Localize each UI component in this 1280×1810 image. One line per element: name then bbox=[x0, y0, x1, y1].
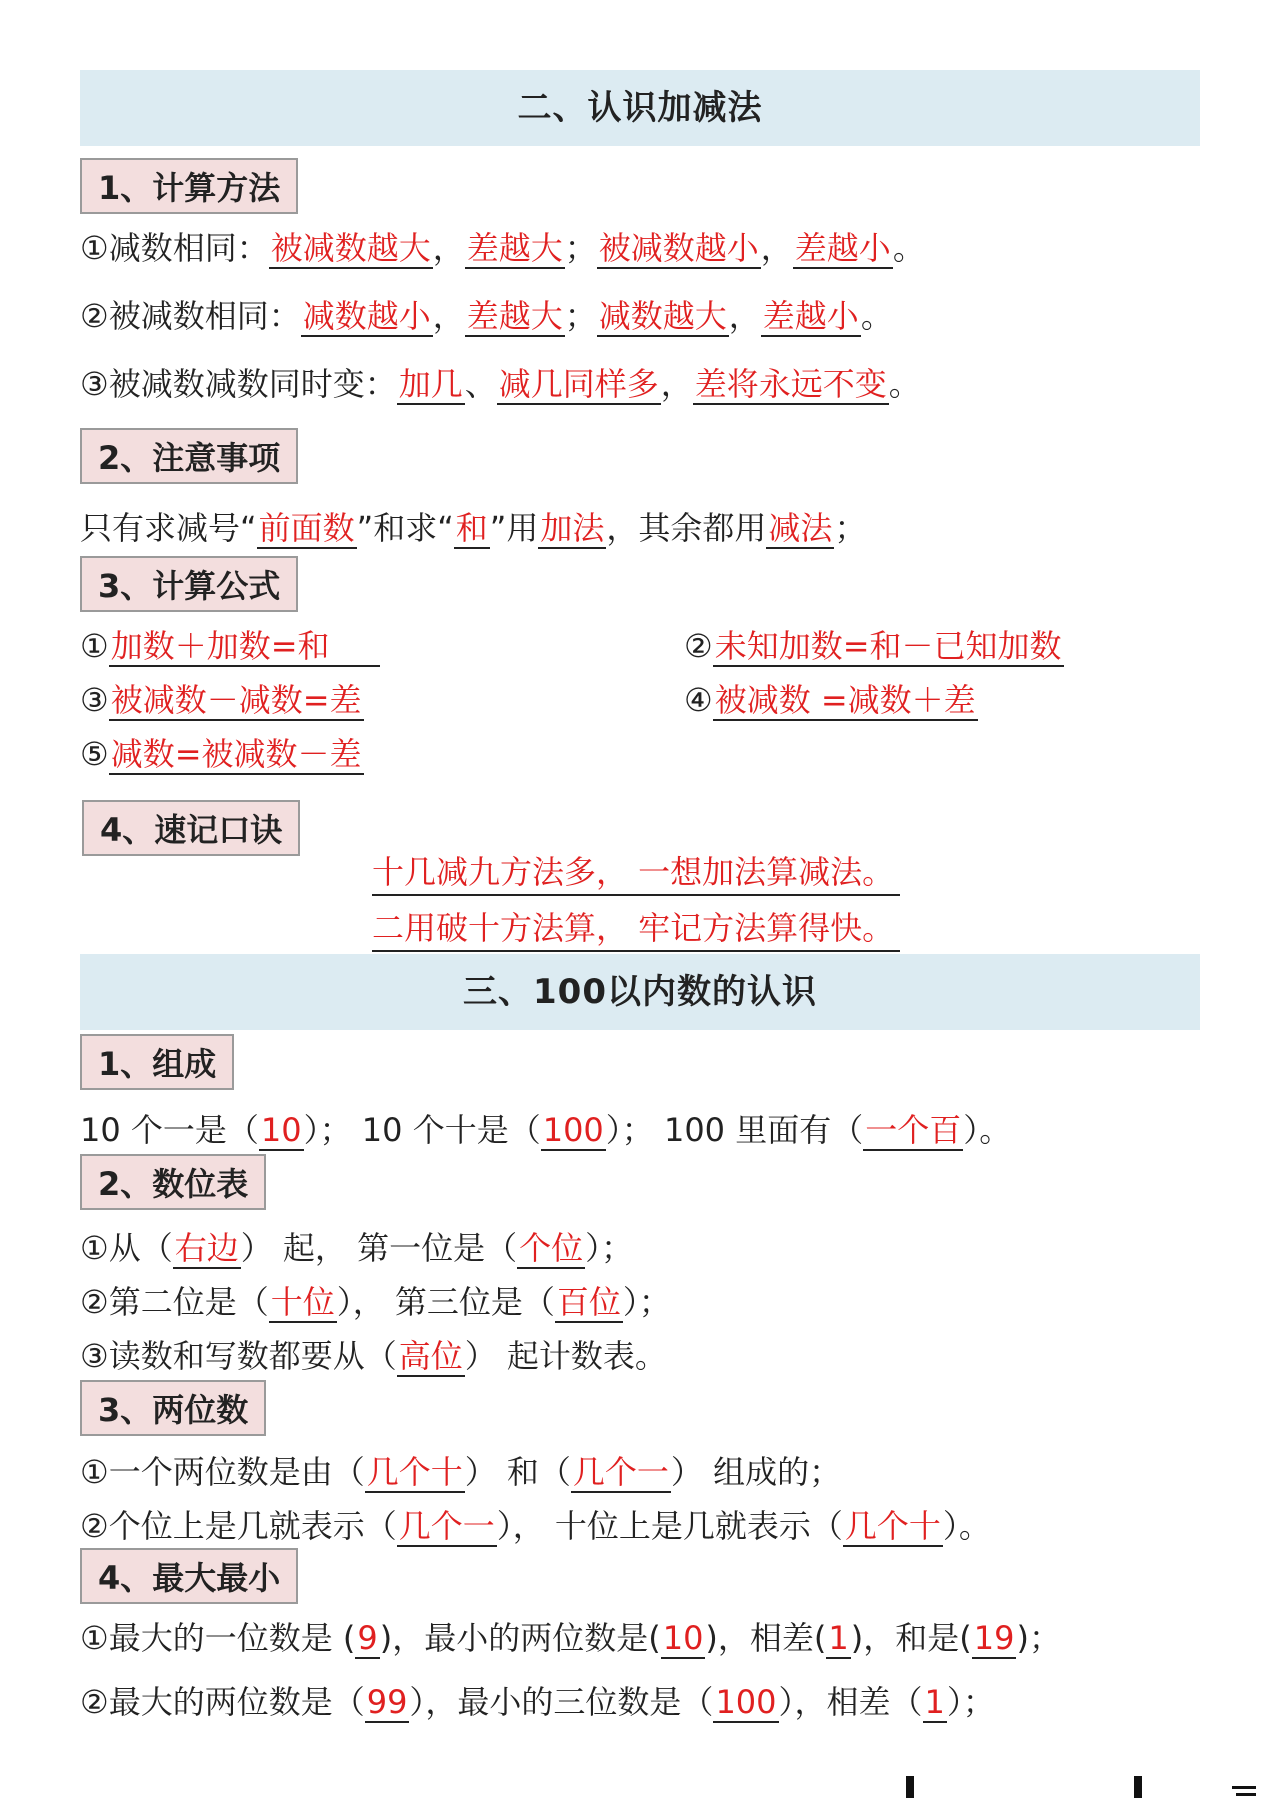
text: ”和求“ bbox=[356, 509, 454, 547]
text: ）； bbox=[622, 1283, 671, 1321]
answer: 未知加数=和－已知加数 bbox=[714, 627, 1062, 665]
answer: 10 bbox=[662, 1619, 704, 1657]
text: ） 和（ bbox=[464, 1453, 571, 1491]
place-value-line-1 bbox=[80, 1226, 633, 1270]
answer: 10 bbox=[260, 1111, 302, 1149]
heading-formulas: 3、计算公式 bbox=[80, 556, 298, 612]
text: 、 bbox=[464, 365, 497, 403]
text: ）； 10 个十是（ bbox=[303, 1111, 541, 1149]
text: ②被减数相同： bbox=[80, 297, 301, 335]
answer: 几个十 bbox=[844, 1507, 941, 1545]
place-value-line-2 bbox=[80, 1280, 671, 1324]
text: ， bbox=[728, 297, 761, 335]
answer: 1 bbox=[828, 1619, 849, 1657]
answer: 减数越大 bbox=[598, 297, 727, 335]
answer: 个位 bbox=[519, 1229, 584, 1267]
heading-mnemonic: 4、速记口诀 bbox=[82, 800, 300, 856]
answer: 减数越小 bbox=[302, 297, 431, 335]
answer: 右边 bbox=[174, 1229, 239, 1267]
answer: 十位 bbox=[270, 1283, 335, 1321]
formula-4 bbox=[684, 678, 978, 722]
answer: 减几同样多 bbox=[498, 365, 659, 403]
text: ③ bbox=[80, 681, 109, 719]
answer: 被减数－减数=差 bbox=[110, 681, 362, 719]
note-line bbox=[80, 506, 866, 550]
answer: 加几 bbox=[398, 365, 463, 403]
text: ②个位上是几就表示（ bbox=[80, 1507, 397, 1545]
heading-two-digit-numbers: 3、两位数 bbox=[80, 1380, 266, 1436]
answer: 几个十 bbox=[366, 1453, 463, 1491]
two-digit-line-2 bbox=[80, 1504, 991, 1548]
answer: 差越小 bbox=[794, 229, 891, 267]
method-line-2 bbox=[80, 294, 893, 338]
text: ，其余都用 bbox=[606, 509, 767, 547]
text: ） 起， 第一位是（ bbox=[240, 1229, 518, 1267]
answer: 差将永远不变 bbox=[694, 365, 887, 403]
section-title-numbers-within-100: 三、100以内数的认识 bbox=[80, 954, 1200, 1030]
formula-1 bbox=[80, 624, 380, 668]
text: ③被减数减数同时变： bbox=[80, 365, 397, 403]
mnemonic-line-1: 十几减九方法多， 一想加法算减法。 bbox=[372, 850, 900, 896]
text: )，最小的两位数是( bbox=[379, 1619, 661, 1657]
text: ）； bbox=[585, 1229, 634, 1267]
text: )，相差( bbox=[705, 1619, 827, 1657]
answer: 减法 bbox=[768, 509, 833, 547]
answer: 前面数 bbox=[258, 509, 355, 547]
text: ① bbox=[80, 627, 109, 665]
answer: 99 bbox=[366, 1683, 408, 1721]
text: ③读数和写数都要从（ bbox=[80, 1337, 397, 1375]
answer: 被减数越小 bbox=[598, 229, 759, 267]
text: ）。 bbox=[942, 1507, 991, 1545]
place-value-line-3 bbox=[80, 1334, 667, 1378]
text: ②第二位是（ bbox=[80, 1283, 269, 1321]
scan-mark bbox=[1236, 1793, 1256, 1796]
text: ）； 100 里面有（ bbox=[605, 1111, 864, 1149]
text: ， bbox=[760, 229, 793, 267]
text: ） 起计数表。 bbox=[464, 1337, 667, 1375]
text: 。 bbox=[888, 365, 921, 403]
answer: 加法 bbox=[540, 509, 605, 547]
answer: 百位 bbox=[556, 1283, 621, 1321]
answer: 19 bbox=[973, 1619, 1015, 1657]
text: )； bbox=[1016, 1619, 1061, 1657]
text: ， bbox=[660, 365, 693, 403]
text: ） 组成的； bbox=[670, 1453, 842, 1491]
answer: 被减数越大 bbox=[270, 229, 431, 267]
composition-line bbox=[80, 1108, 1011, 1152]
answer: 100 bbox=[542, 1111, 604, 1149]
heading-calc-method: 1、计算方法 bbox=[80, 158, 298, 214]
text: ； bbox=[834, 509, 867, 547]
formula-2 bbox=[684, 624, 1064, 668]
text: ），最小的三位数是（ bbox=[409, 1683, 714, 1721]
answer: 几个一 bbox=[572, 1453, 669, 1491]
answer: 差越大 bbox=[466, 229, 563, 267]
method-line-3 bbox=[80, 362, 921, 406]
heading-max-min: 4、最大最小 bbox=[80, 1548, 298, 1604]
answer: 差越小 bbox=[762, 297, 859, 335]
text: ② bbox=[684, 627, 713, 665]
text: ； bbox=[564, 297, 597, 335]
text: 。 bbox=[892, 229, 925, 267]
answer: 和 bbox=[455, 509, 488, 547]
scan-mark bbox=[1232, 1786, 1256, 1789]
formula-5 bbox=[80, 732, 364, 776]
heading-place-value-table: 2、数位表 bbox=[80, 1154, 266, 1210]
answer: 一个百 bbox=[865, 1111, 962, 1149]
scan-mark bbox=[1134, 1776, 1142, 1798]
text: ②最大的两位数是（ bbox=[80, 1683, 365, 1721]
text: ”用 bbox=[489, 509, 539, 547]
text: ①从（ bbox=[80, 1229, 173, 1267]
method-line-1 bbox=[80, 226, 925, 270]
text: 只有求减号“ bbox=[80, 509, 257, 547]
text: ①减数相同： bbox=[80, 229, 269, 267]
text: 10 个一是（ bbox=[80, 1111, 259, 1149]
answer: 几个一 bbox=[398, 1507, 495, 1545]
answer: 差越大 bbox=[466, 297, 563, 335]
text: ⑤ bbox=[80, 735, 109, 773]
text: ），相差（ bbox=[778, 1683, 923, 1721]
answer: 9 bbox=[357, 1619, 378, 1657]
answer: 减数=被减数－差 bbox=[110, 735, 362, 773]
text: ）， 十位上是几就表示（ bbox=[496, 1507, 843, 1545]
max-min-line-2 bbox=[80, 1680, 995, 1724]
section-title-addition-subtraction: 二、认识加减法 bbox=[80, 70, 1200, 146]
text: 。 bbox=[860, 297, 893, 335]
text: ①一个两位数是由（ bbox=[80, 1453, 365, 1491]
max-min-line-1 bbox=[80, 1616, 1061, 1660]
text: ； bbox=[564, 229, 597, 267]
text: ）， 第三位是（ bbox=[336, 1283, 555, 1321]
answer: 100 bbox=[715, 1683, 777, 1721]
text: ， bbox=[432, 229, 465, 267]
text: ）。 bbox=[963, 1111, 1012, 1149]
answer: 1 bbox=[924, 1683, 945, 1721]
text: ）； bbox=[946, 1683, 995, 1721]
text: ， bbox=[432, 297, 465, 335]
heading-notes: 2、注意事项 bbox=[80, 428, 298, 484]
scan-mark bbox=[906, 1776, 914, 1798]
formula-3 bbox=[80, 678, 364, 722]
answer: 加数＋加数=和 bbox=[109, 627, 380, 667]
mnemonic-line-2: 二用破十方法算， 牢记方法算得快。 bbox=[372, 906, 900, 952]
text: )，和是( bbox=[850, 1619, 972, 1657]
answer: 被减数 =减数＋差 bbox=[714, 681, 976, 719]
heading-composition: 1、组成 bbox=[80, 1034, 234, 1090]
text: ④ bbox=[684, 681, 713, 719]
text: ①最大的一位数是 ( bbox=[80, 1619, 356, 1657]
two-digit-line-1 bbox=[80, 1450, 841, 1494]
answer: 高位 bbox=[398, 1337, 463, 1375]
